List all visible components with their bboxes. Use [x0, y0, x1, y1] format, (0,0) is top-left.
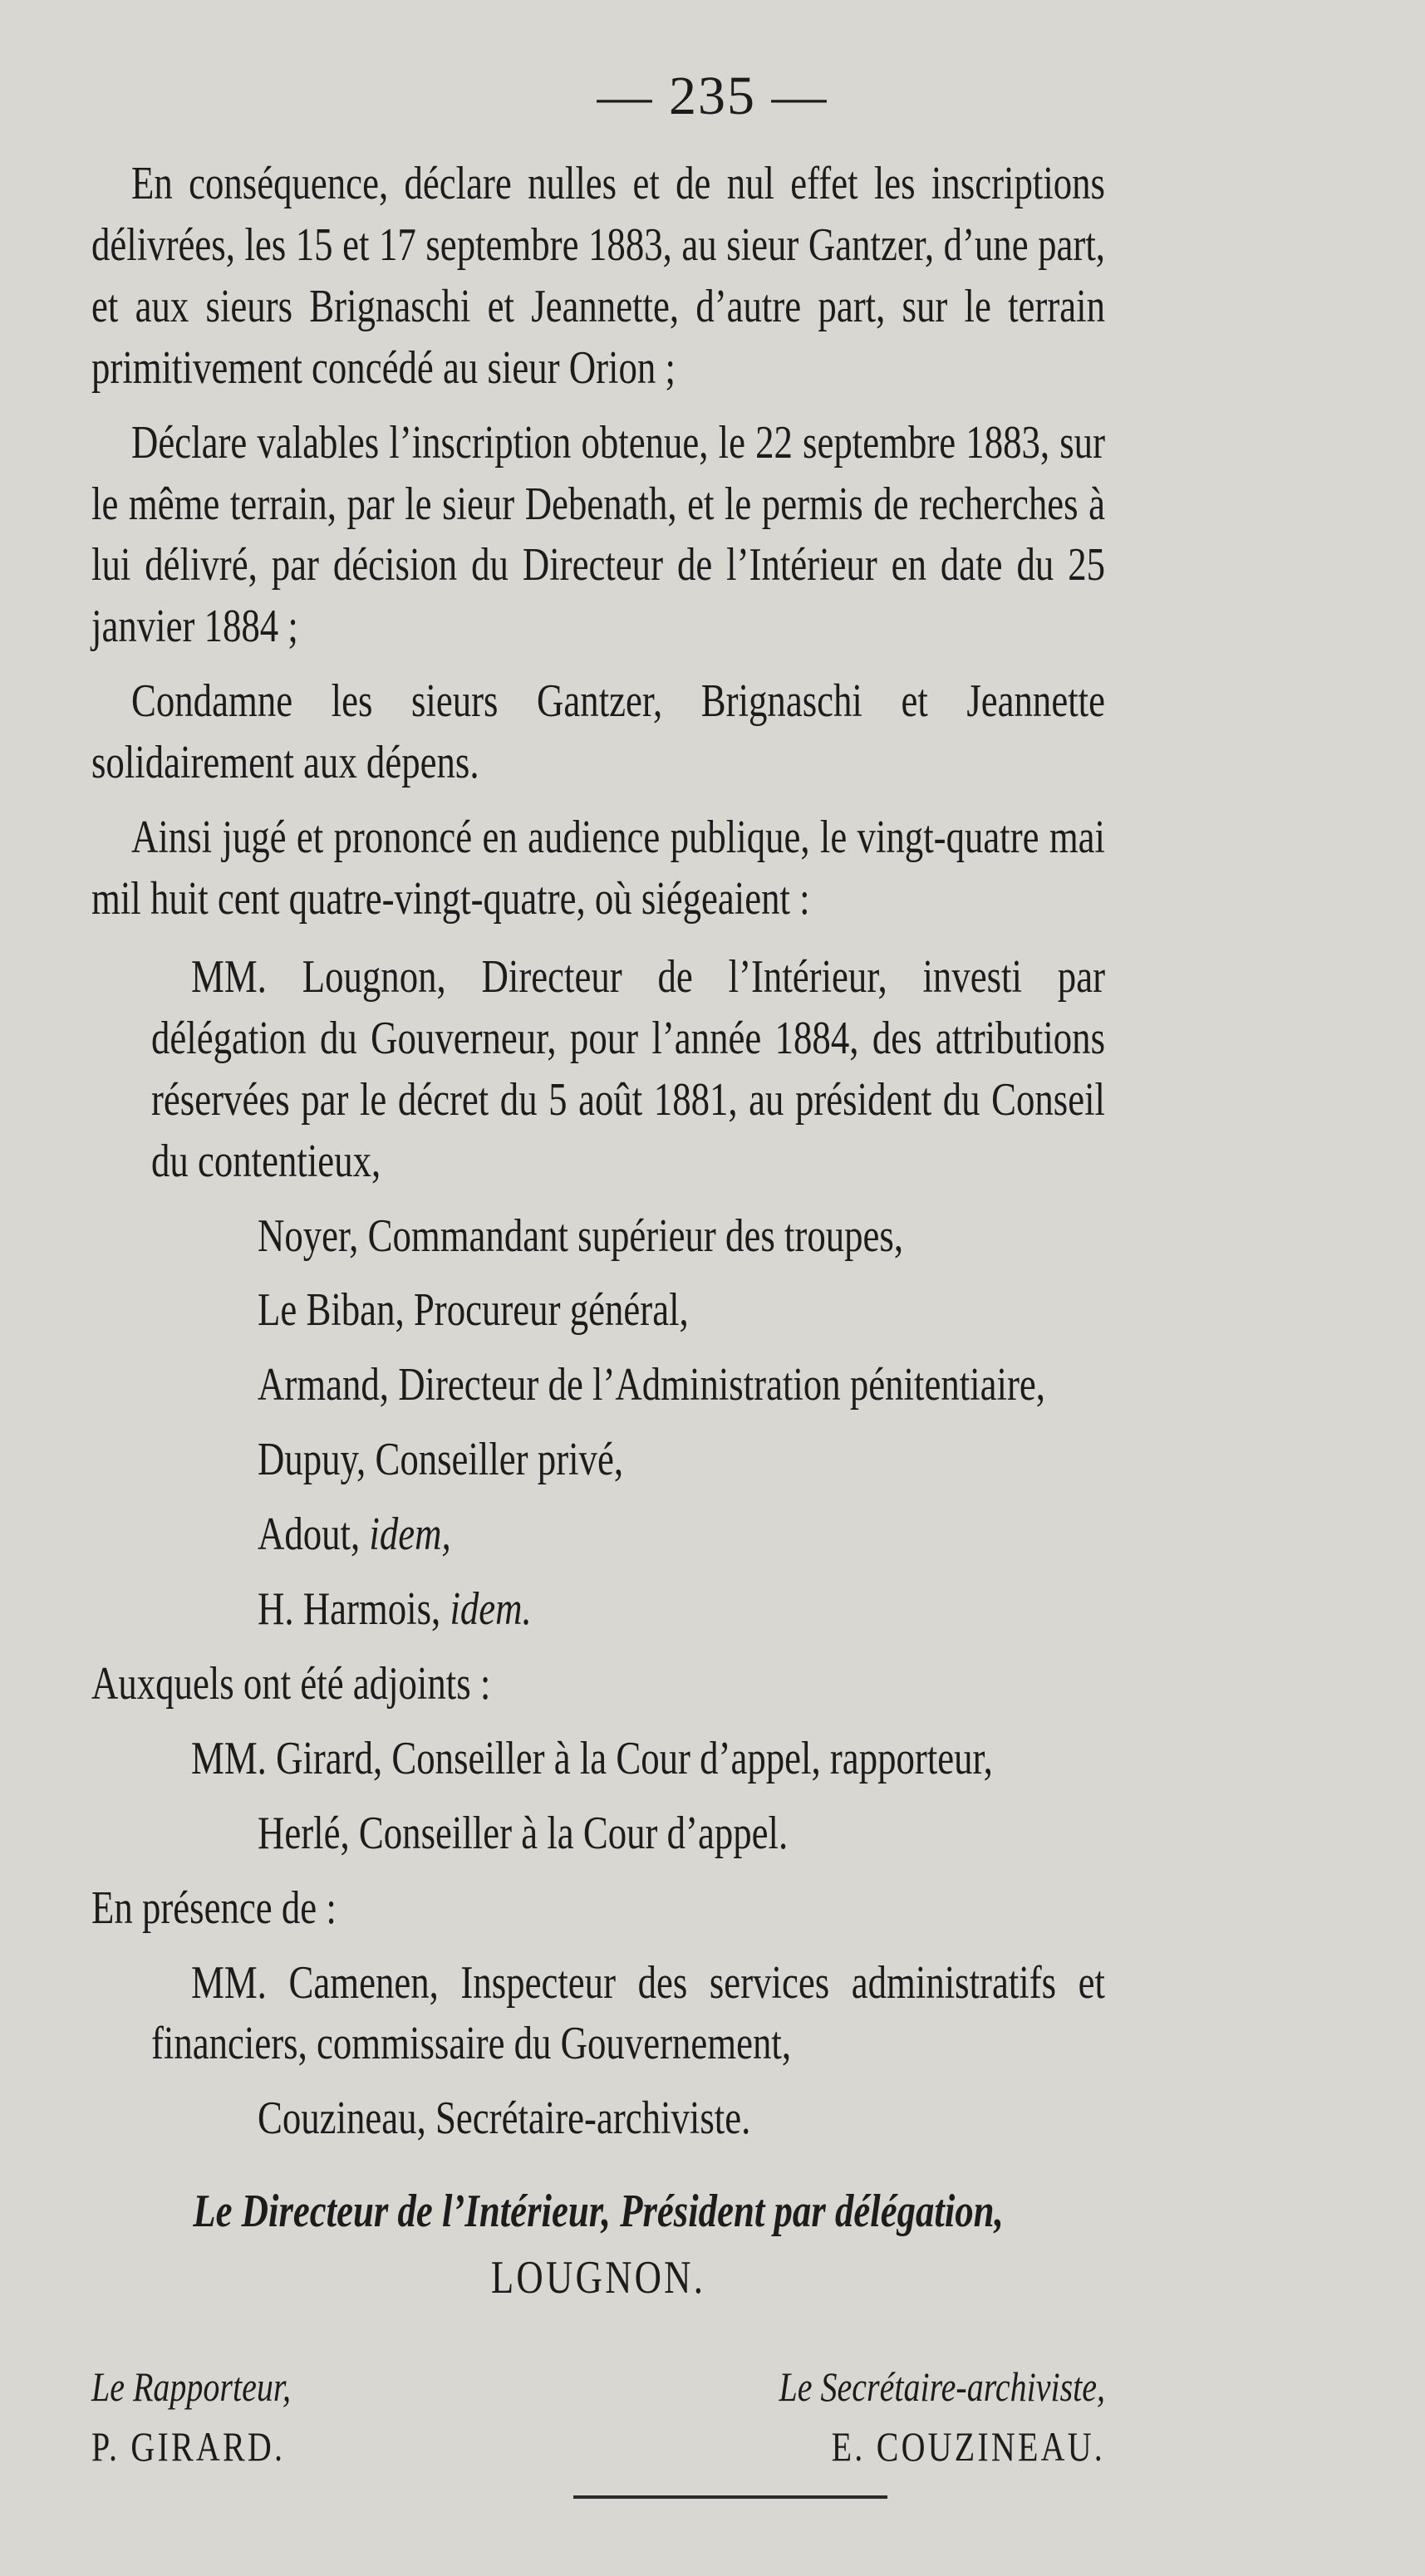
rapporteur-signature [91, 2359, 578, 2474]
member-text: Dupuy, Conseiller privé, [258, 1434, 624, 1486]
sitting-member [91, 1430, 1105, 1491]
member-text: Adout, [258, 1509, 361, 1561]
member-text: Girard, Conseiller à la Cour d’appel, rapporteur, [276, 1732, 993, 1784]
adjoints-list [91, 1729, 1105, 1865]
rapporteur-name: P. GIRARD. [91, 2423, 286, 2471]
paragraph-costs: Condamne les sieurs Gantzer, Brignaschi et Jeannette solidairement aux dépens. [91, 675, 1105, 789]
rapporteur-role: Le Rapporteur, [91, 2363, 291, 2411]
president-signature-name: LOUGNON. [490, 2252, 706, 2304]
members-prefix: MM. [191, 1732, 267, 1784]
member-text: Armand, Directeur de l’Administration pénitentiaire, [258, 1359, 1045, 1411]
adjoint-member [91, 1803, 1105, 1865]
secretary-role: Le Secrétaire-archiviste, [779, 2363, 1105, 2411]
member-text: Herlé, Conseiller à la Cour d’appel. [258, 1807, 789, 1859]
presence-member [91, 1953, 1105, 2076]
paragraph-judgment: Ainsi jugé et prononcé en audience publique, le vingt-quatre mai mil huit cent quatre-vingt-quatre, où siégeaient : [91, 812, 1105, 925]
sitting-member [91, 1355, 1105, 1416]
member-text: Camenen, Inspecteur des services administratifs et financiers, commissaire du Gouvernement, [151, 1956, 1106, 2070]
presence-member [91, 2088, 1105, 2150]
secretary-name: E. COUZINEAU. [831, 2423, 1105, 2471]
presence-heading: En présence de : [91, 1882, 337, 1934]
sitting-members-list [91, 947, 1105, 1641]
paragraph-valid-inscription: Déclare valables l’inscription obtenue, le 22 septembre 1883, sur le même terrain, par le sieur Debenath, et le permis de recherches à lui délivré, par décision du Directeur de l’Intérieur en date du 25 janvier 1884 ; [91, 416, 1105, 653]
sitting-member-president [91, 947, 1105, 1193]
idem-text: idem, [369, 1509, 451, 1561]
president-signature-line: Le Directeur de l’Intérieur, Président par délégation, [193, 2186, 1004, 2238]
member-text: Noyer, Commandant supérieur des troupes, [258, 1209, 904, 1262]
sitting-member [91, 1280, 1105, 1342]
end-rule [573, 2495, 887, 2499]
sitting-member [91, 1579, 1105, 1641]
member-text: Lougnon, Directeur de l’Intérieur, investi par délégation du Gouverneur, pour l’année 1884, des attributions réservées par le décret du 5 août 1881, au président du Conseil du contentieux, [151, 950, 1106, 1187]
document-body [91, 154, 1105, 2474]
adjoint-member [91, 1729, 1105, 1790]
adjoints-heading: Auxquels ont été adjoints : [91, 1657, 491, 1710]
presence-list [91, 1953, 1105, 2151]
members-prefix: MM. [191, 950, 267, 1003]
idem-text: idem. [450, 1583, 532, 1636]
page-number: — 235 — [597, 66, 828, 126]
secretary-signature [618, 2359, 1105, 2474]
member-text: H. Harmois, [258, 1583, 441, 1636]
member-text: Le Biban, Procureur général, [258, 1284, 689, 1337]
members-prefix: MM. [191, 1956, 267, 2009]
sitting-member [91, 1206, 1105, 1268]
sitting-member [91, 1504, 1105, 1566]
member-text: Couzineau, Secrétaire-archiviste. [258, 2093, 751, 2145]
signatures-row [91, 2359, 1105, 2474]
paragraph-consequence: En conséquence, déclare nulles et de nul effet les inscriptions délivrées, les 15 et 17 septembre 1883, au sieur Gantzer, d’une part, et aux sieurs Brignaschi et Jeannette, d’autre part, sur le terrain primitivement concédé au sieur Orion ; [91, 158, 1105, 394]
